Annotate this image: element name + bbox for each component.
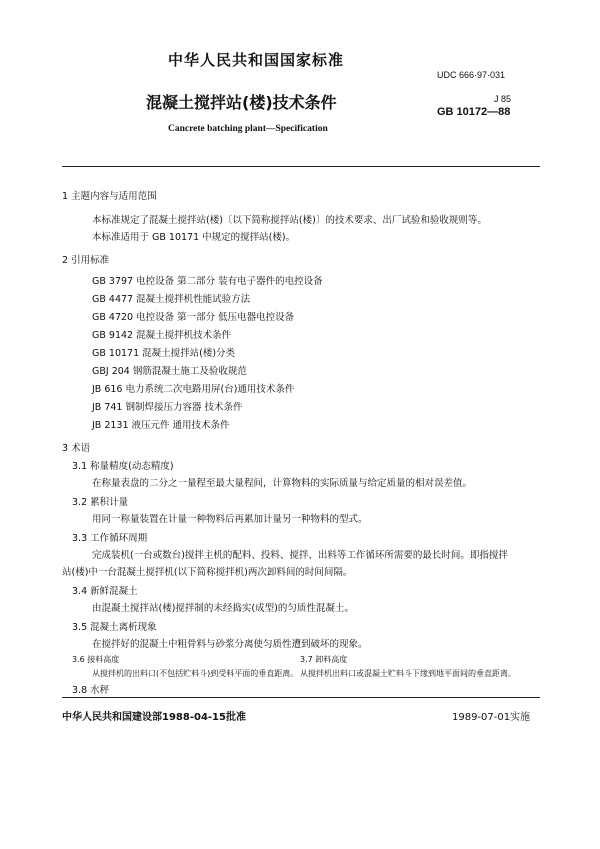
udc-code: UDC 666·97·031 [437, 70, 506, 80]
term-3-8-label: 3.8 水秤 [72, 685, 110, 696]
term-3-5-label: 3.5 混凝土离析现象 [72, 622, 157, 633]
reference-item: GBJ 204 钢筋混凝土施工及验收规范 [92, 366, 247, 377]
document-title: 混凝土搅拌站(楼)技术条件 [146, 93, 337, 112]
term-3-4-label: 3.4 新鲜混凝土 [72, 586, 138, 597]
term-3-6-label: 3.6 接料高度 [72, 655, 120, 664]
j-code: J 85 [494, 94, 512, 104]
gb-code: GB 10172—88 [437, 106, 511, 118]
document-title-english: Cancrete batching plant—Specification [168, 124, 328, 134]
reference-item: GB 10171 混凝土搅拌站(楼)分类 [92, 348, 236, 359]
term-3-4-text: 由混凝土搅拌站(楼)搅拌制的未经捣实(成型)的匀质性混凝土。 [92, 603, 354, 614]
reference-item: GB 3797 电控设备 第二部分 装有电子器件的电控设备 [92, 276, 323, 287]
reference-item: GB 9142 混凝土搅拌机技术条件 [92, 330, 232, 341]
term-3-7-text: 从搅拌机出料口或混凝土贮料斗下缘到地平面间的垂直距离。 [300, 669, 516, 678]
section-1-heading: 1 主题内容与适用范围 [62, 191, 157, 202]
header-divider [62, 166, 540, 167]
section-2-heading: 2 引用标准 [62, 255, 110, 266]
term-3-3-text-2: 站(楼)中一台混凝土搅拌机(以下简称搅拌机)两次卸料间的时间间隔。 [62, 567, 353, 578]
reference-item: JB 741 钢制焊接压力容器 技术条件 [92, 402, 243, 413]
national-standard-title: 中华人民共和国国家标准 [168, 51, 345, 69]
term-3-5-text: 在搅拌好的混凝土中粗骨料与砂浆分离使匀质性遭到破坏的现象。 [92, 639, 368, 650]
term-3-7-label: 3.7 卸料高度 [300, 655, 348, 664]
term-3-3-text-1: 完成装机(一台或数台)搅拌主机的配料、投料、搅拌、出料等工作循环所需要的最长时间。即指搅拌 [92, 550, 508, 561]
reference-item: GB 4720 电控设备 第一部分 低压电器电控设备 [92, 312, 295, 323]
footer-divider [62, 697, 540, 698]
section-3-heading: 3 术语 [62, 443, 91, 454]
term-3-6-text: 从搅拌机的出料口(不包括贮料斗)到受料平面的垂直距离。 [92, 669, 299, 678]
issued-by: 中华人民共和国建设部1988-04-15批准 [62, 712, 246, 723]
implementation-date: 1989-07-01实施 [452, 712, 531, 723]
reference-item: GB 4477 混凝土搅拌机性能试验方法 [92, 294, 251, 305]
term-3-1-text: 在称量表盘的二分之一量程至最大量程间，计算物料的实际质量与给定质量的相对误差值。 [92, 478, 473, 489]
reference-item: JB 616 电力系统二次电路用屏(台)通用技术条件 [92, 384, 295, 395]
reference-item: JB 2131 液压元件 通用技术条件 [92, 420, 230, 431]
section-1-para-2: 本标准适用于 GB 10171 中规定的搅拌站(楼)。 [92, 232, 296, 243]
term-3-2-label: 3.2 累积计量 [72, 497, 129, 508]
term-3-3-label: 3.3 工作循环周期 [72, 533, 148, 544]
section-1-para-1: 本标准规定了混凝土搅拌站(楼)〔以下简称搅拌站(楼)〕的技术要求、出厂试验和验收规则等。 [92, 215, 487, 226]
term-3-1-label: 3.1 称量精度(动态精度) [72, 461, 174, 472]
term-3-2-text: 用同一称量装置在计量一种物料后再累加计量另一种物料的型式。 [92, 514, 368, 525]
